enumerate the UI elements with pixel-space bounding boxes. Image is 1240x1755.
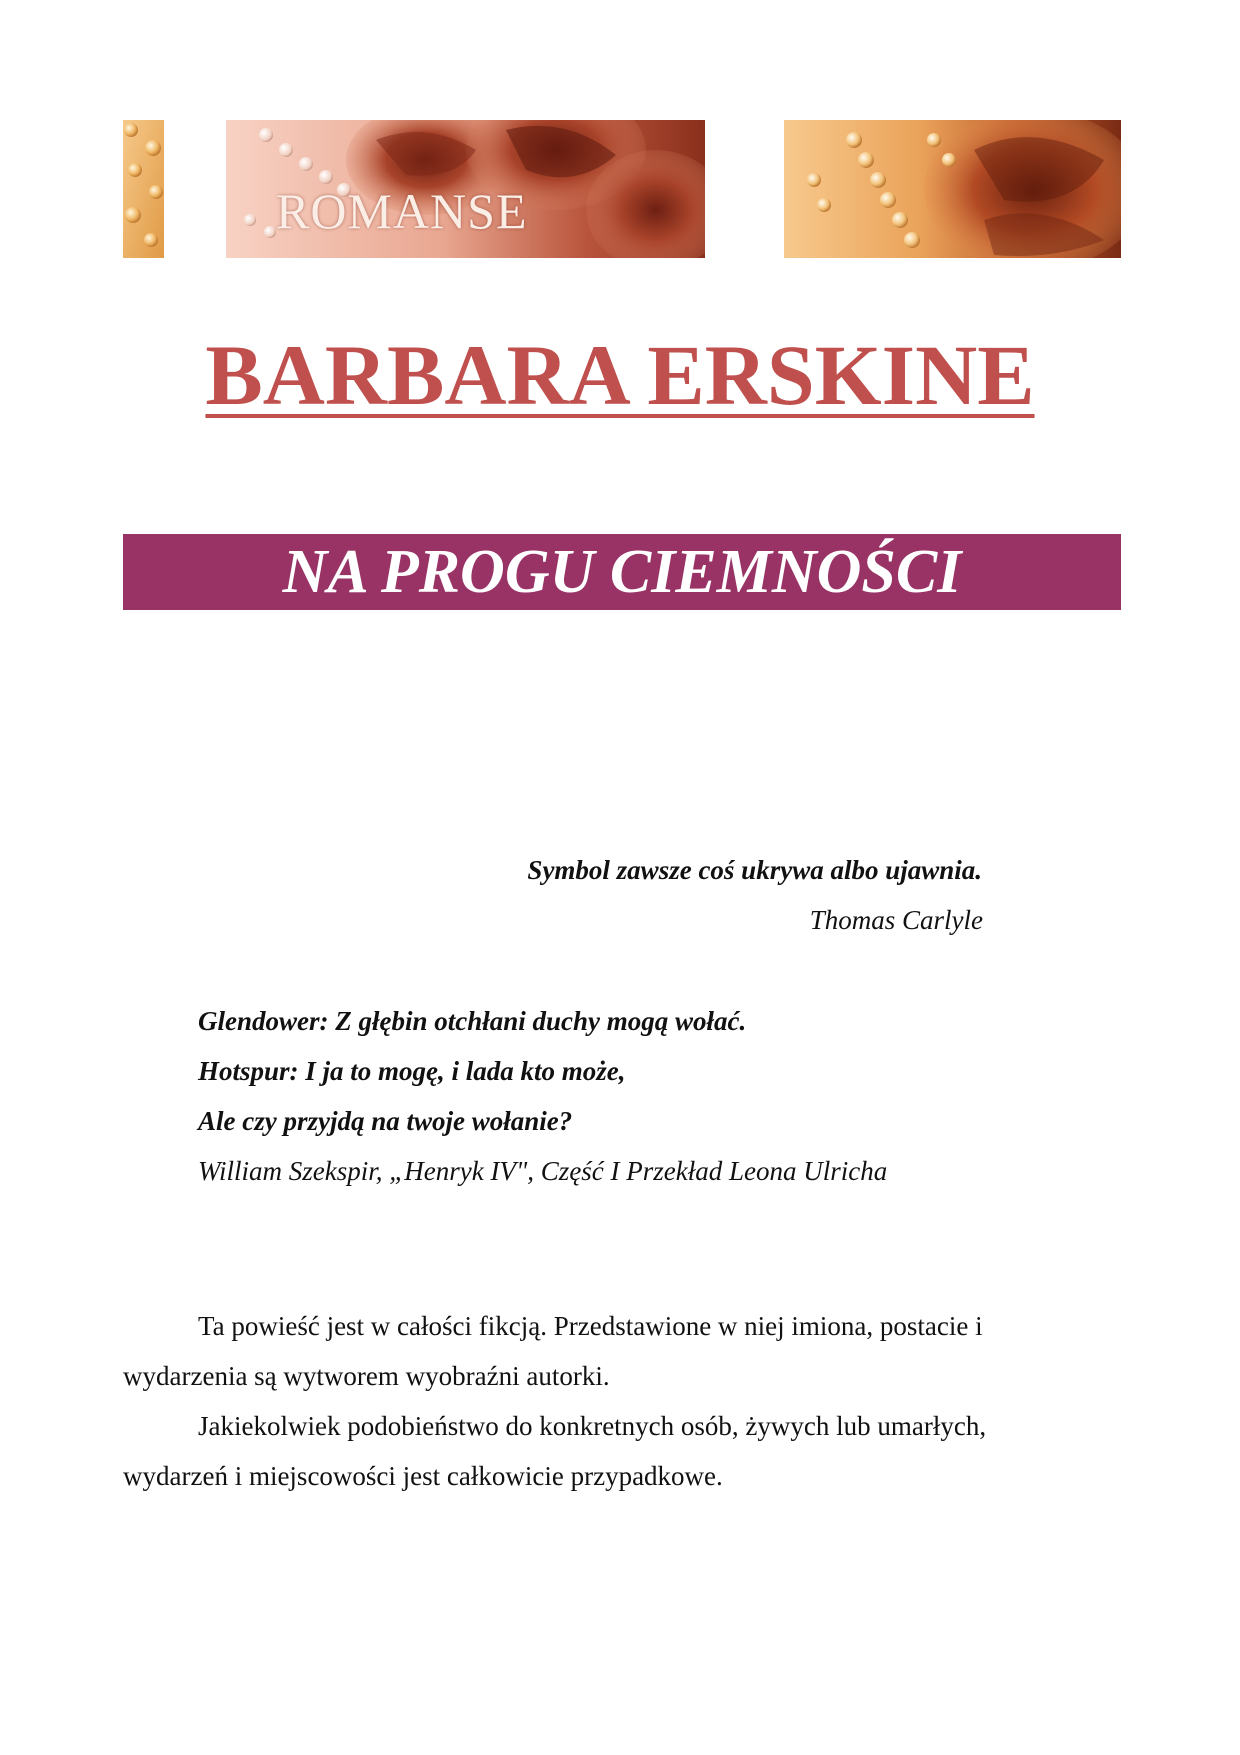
book-title: NA PROGU CIEMNOŚCI [282,537,962,606]
banner-tile-center [226,120,705,258]
disclaimer-paragraph: Ta powieść jest w całości fikcją. Przedstawione w niej imiona, postacie i wydarzenia są wytworem wyobraźni autorki. [123,1311,983,1391]
banner-tile-left [123,120,164,258]
epigraph-line: Ale czy przyjdą na twoje wołanie? [198,1106,573,1136]
epigraph-line: Glendower: Z głębin otchłani duchy mogą wołać. [198,1006,747,1036]
author-name: BARBARA ERSKINE [205,327,1035,423]
epigraph-quote: Symbol zawsze coś ukrywa albo ujawnia. [527,855,982,885]
disclaimer [123,1301,1053,1501]
series-label: ROMANSE [276,183,528,239]
epigraph-attribution: Thomas Carlyle [809,905,983,935]
pearls-image [123,120,164,258]
epigraph-line: Hotspur: I ja to mogę, i lada kto może, [198,1056,626,1086]
disclaimer-paragraph: Jakiekolwiek podobieństwo do konkretnych osób, żywych lub umarłych, wydarzeń i miejscowości jest całkowicie przypadkowe. [123,1411,987,1491]
epigraph-attribution: William Szekspir, „Henryk IV", Część I Przekład Leona Ulricha [198,1156,888,1186]
pearls-roses-image [784,120,1121,258]
banner-tile-right [784,120,1121,258]
title-bar [123,534,1121,610]
